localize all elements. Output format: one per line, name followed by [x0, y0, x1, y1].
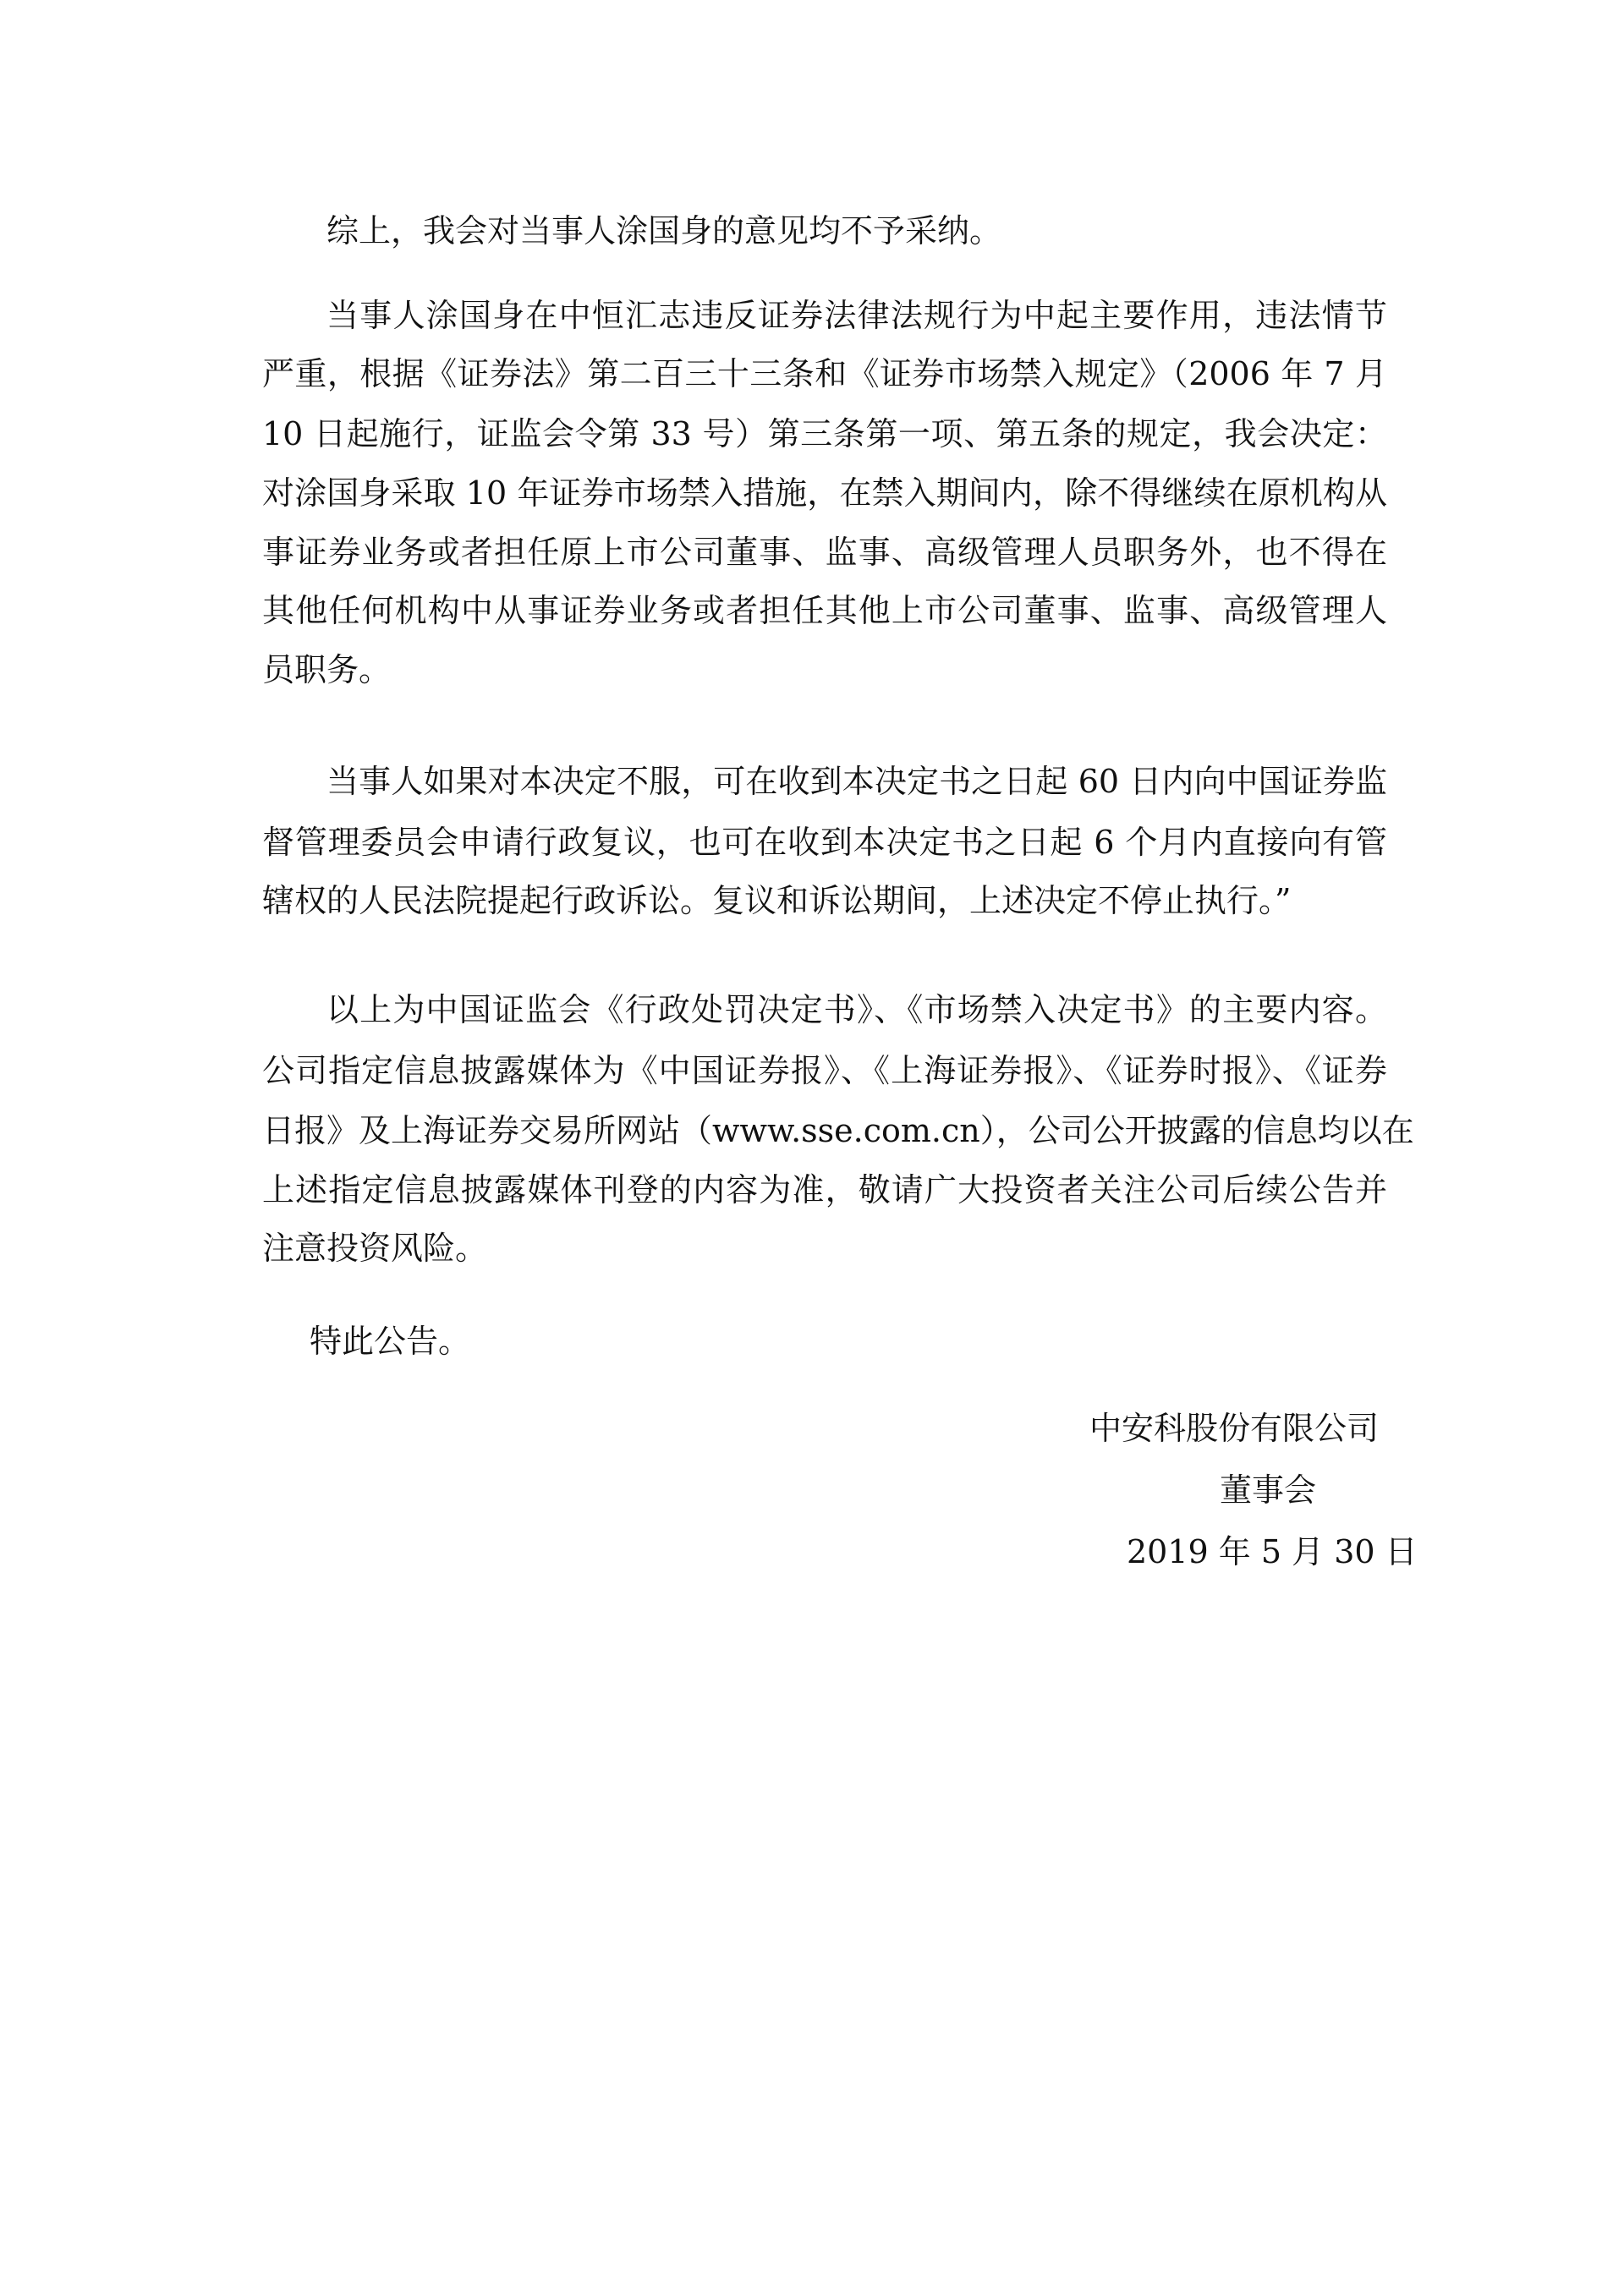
paragraph-decision-line: 其他任何机构中从事证券业务或者担任其他上市公司董事、监事、高级管理人	[262, 592, 1387, 629]
signature-date: 2019 年 5 月 30 日	[1127, 1533, 1418, 1570]
paragraph-decision-line: 对涂国身采取 10 年证券市场禁入措施，在禁入期间内，除不得继续在原机构从	[262, 474, 1387, 512]
paragraph-decision-line: 严重，根据《证券法》第二百三十三条和《证券市场禁入规定》（2006 年 7 月	[262, 355, 1387, 392]
paragraph-decision-line: 事证券业务或者担任原上市公司董事、监事、高级管理人员职务外，也不得在	[262, 534, 1387, 571]
paragraph-conclusion: 综上，我会对当事人涂国身的意见均不予采纳。	[326, 212, 1002, 249]
closing-statement: 特此公告。	[310, 1323, 471, 1360]
paragraph-disclosure-line: 上述指定信息披露媒体刊登的内容为准，敬请广大投资者关注公司后续公告并	[262, 1171, 1387, 1208]
paragraph-disclosure-line: 日报》及上海证券交易所网站（www.sse.com.cn），公司公开披露的信息均以在	[262, 1112, 1414, 1149]
signature-company: 中安科股份有限公司	[1089, 1410, 1380, 1447]
paragraph-appeal-line: 督管理委员会申请行政复议，也可在收到本决定书之日起 6 个月内直接向有管	[262, 824, 1387, 861]
paragraph-decision-line: 10 日起施行，证监会令第 33 号）第三条第一项、第五条的规定，我会决定：	[262, 415, 1387, 452]
paragraph-disclosure-line: 公司指定信息披露媒体为《中国证券报》、《上海证券报》、《证券时报》、《证券	[262, 1052, 1387, 1089]
paragraph-decision-line: 员职务。	[262, 651, 392, 688]
paragraph-appeal-line: 当事人如果对本决定不服，可在收到本决定书之日起 60 日内向中国证券监	[326, 763, 1387, 800]
paragraph-disclosure-line: 注意投资风险。	[262, 1230, 488, 1267]
signature-board: 董事会	[1220, 1471, 1317, 1509]
paragraph-disclosure-line: 以上为中国证监会《行政处罚决定书》、《市场禁入决定书》的主要内容。	[326, 991, 1387, 1028]
paragraph-appeal-line: 辖权的人民法院提起行政诉讼。复议和诉讼期间，上述决定不停止执行。”	[262, 882, 1292, 919]
paragraph-decision-line: 当事人涂国身在中恒汇志违反证券法律法规行为中起主要作用，违法情节	[326, 297, 1387, 334]
